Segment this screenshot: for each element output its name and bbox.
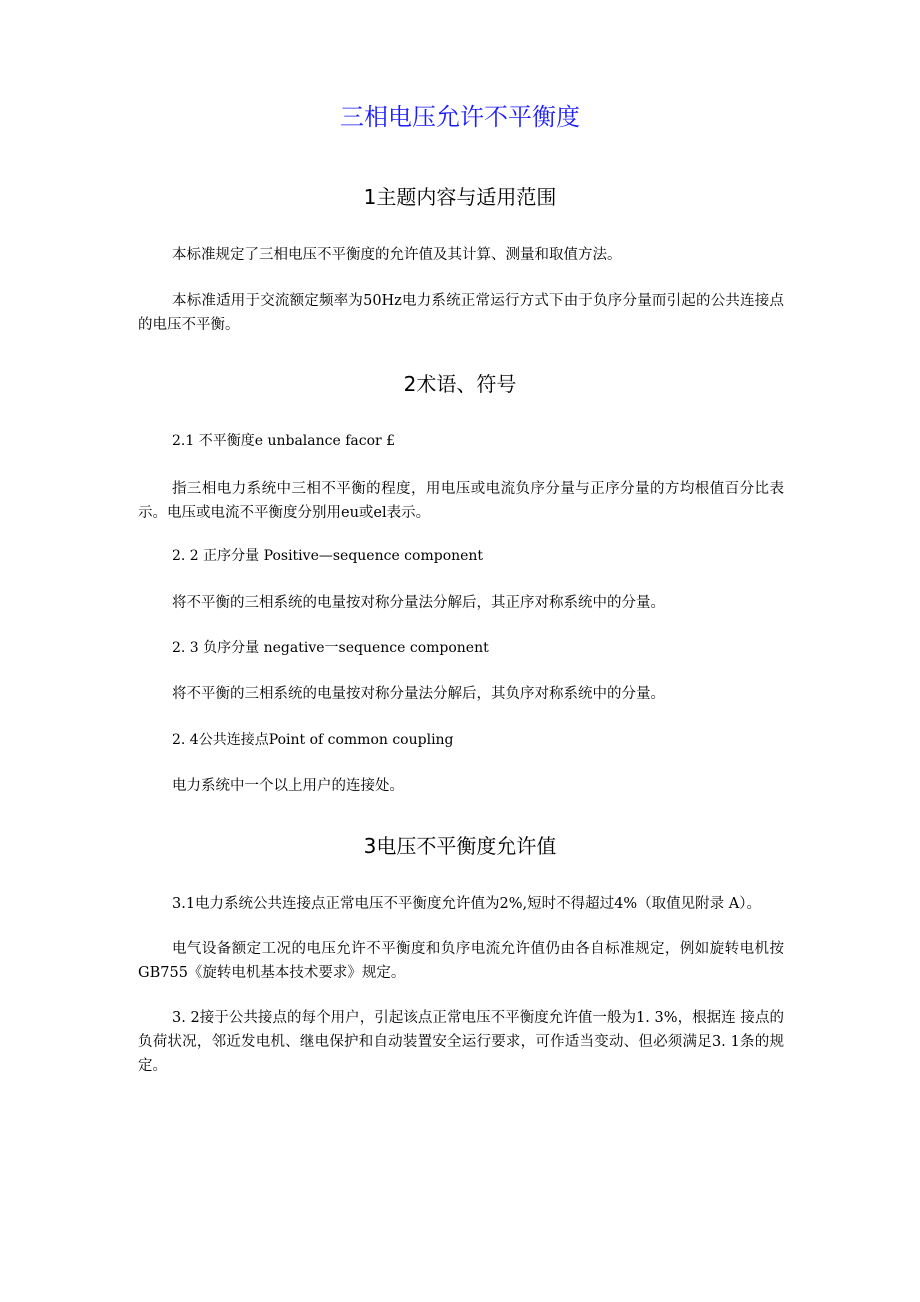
section-3-paragraph-2: 电气设备额定工况的电压允许不平衡度和负序电流允许值仍由各自标准规定，例如旋转电机按GB755《旋转电机基本技术要求》规定。	[138, 941, 784, 981]
section-3-heading: 3电压不平衡度允许值	[363, 834, 557, 858]
section-3-paragraph-3: 3. 2接于公共接点的每个用户，引起该点正常电压不平衡度允许值一般为1. 3%，根据连 接点的负荷状况，邻近发电机、继电保护和自动装置安全运行要求，可作适当变动、但必须满足3. 1条的规定。	[138, 1010, 784, 1074]
section-1-paragraph-1: 本标准规定了三相电压不平衡度的允许值及其计算、测量和取值方法。	[172, 247, 622, 263]
section-3-paragraph-1: 3.1电力系统公共连接点正常电压不平衡度允许值为2%,短时不得超过4%（取值见附录 A）。	[172, 896, 762, 912]
section-2-heading: 2术语、符号	[403, 372, 517, 396]
section-2-definition-2: 将不平衡的三相系统的电量按对称分量法分解后，其正序对称系统中的分量。	[172, 595, 665, 611]
section-2-term-2: 2. 2 正序分量 Positive—sequence component	[172, 548, 484, 564]
section-1-paragraph-2: 本标准适用于交流额定频率为50Hz电力系统正常运行方式下由于负序分量而引起的公共连接点的电压不平衡。	[138, 293, 784, 333]
section-2-term-3: 2. 3 负序分量 negative一sequence component	[172, 640, 489, 656]
section-2-definition-3: 将不平衡的三相系统的电量按对称分量法分解后，其负序对称系统中的分量。	[172, 686, 665, 702]
document-title: 三相电压允许不平衡度	[340, 103, 580, 131]
section-2-definition-4: 电力系统中一个以上用户的连接处。	[172, 778, 404, 794]
section-2-term-4: 2. 4公共连接点Point of common coupling	[172, 732, 454, 748]
section-2-definition-1: 指三相电力系统中三相不平衡的程度，用电压或电流负序分量与正序分量的方均根值百分比表示。电压或电流不平衡度分别用eu或el表示。	[138, 481, 784, 521]
section-2-term-1: 2.1 不平衡度e unbalance facor £	[172, 433, 396, 449]
section-1-heading: 1主题内容与适用范围	[363, 185, 557, 209]
